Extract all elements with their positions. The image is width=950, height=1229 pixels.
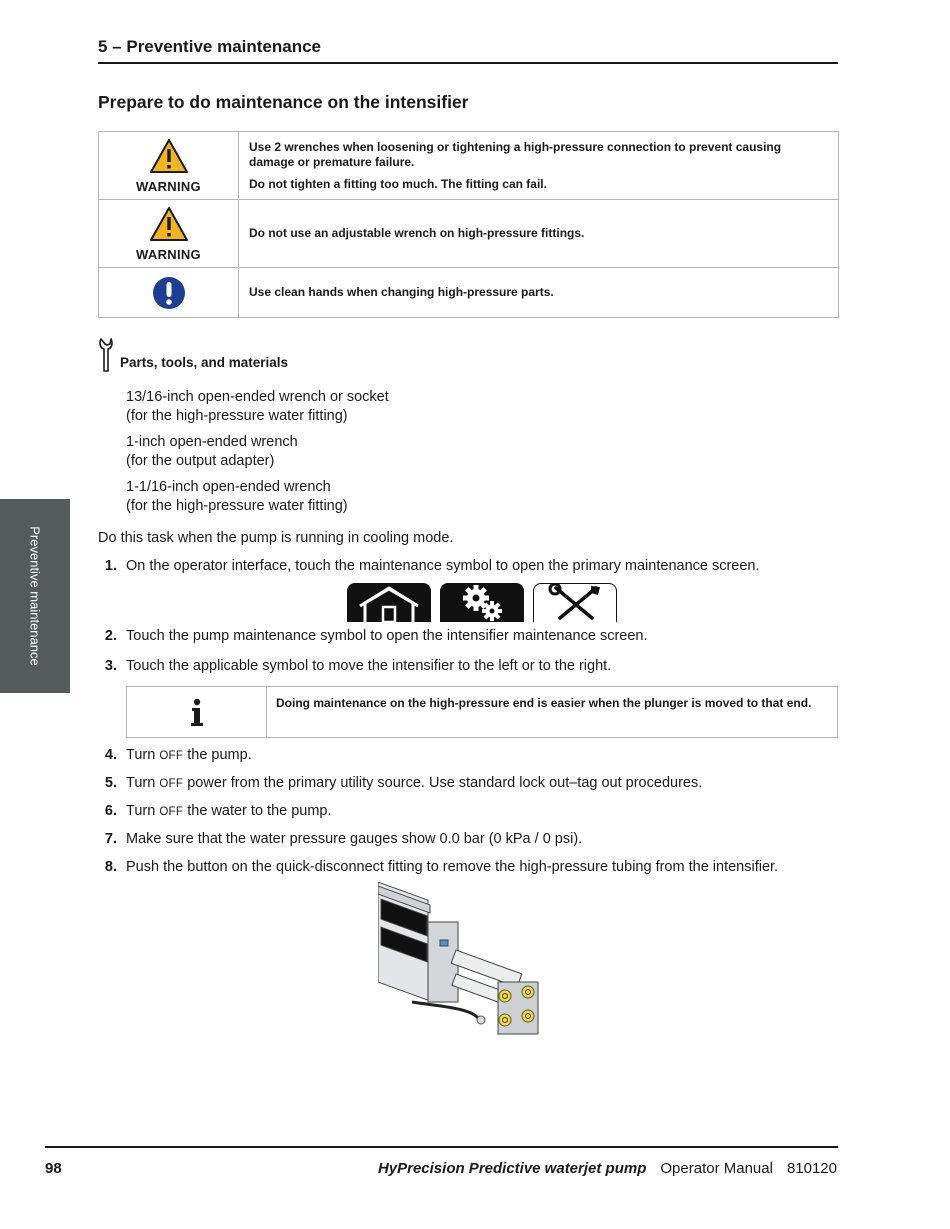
tool-purpose: (for the high-pressure water fitting) — [126, 498, 348, 514]
safety-icon-cell — [99, 268, 239, 318]
tool-purpose: (for the high-pressure water fitting) — [126, 408, 348, 424]
side-tab-label: Preventive maintenance — [27, 526, 43, 666]
step-number: 4. — [104, 747, 117, 763]
footer-doc-info — [378, 1160, 837, 1177]
step-number: 6. — [104, 803, 117, 819]
step-text — [126, 775, 702, 791]
chapter-side-tab — [0, 499, 70, 693]
step-number: 3. — [104, 658, 117, 674]
maintenance-tab — [533, 583, 617, 622]
safety-message-line: Do not tighten a fitting too much. The fitting can fail. — [249, 176, 547, 191]
off-keyword: OFF — [159, 750, 184, 762]
info-icon — [187, 698, 207, 728]
step-text-post: power from the primary utility source. Use standard lock out–tag out procedures. — [183, 775, 703, 791]
intensifier-illustration — [378, 882, 558, 1038]
safety-message-line: Use 2 wrenches when loosening or tightening a high-pressure connection to prevent causing damage or premature failure. — [249, 139, 782, 169]
tools-list — [126, 388, 389, 523]
mandatory-exclamation-icon — [152, 276, 186, 310]
step-text — [126, 747, 252, 763]
page-number: 98 — [45, 1160, 62, 1177]
tool-name: 1-1/16-inch open-ended wrench — [126, 479, 331, 495]
step-number: 2. — [104, 628, 117, 644]
safety-row — [99, 268, 839, 318]
safety-message — [239, 200, 839, 268]
step-text — [126, 803, 332, 819]
tool-purpose: (for the output adapter) — [126, 453, 275, 469]
tools-title: Parts, tools, and materials — [120, 355, 289, 370]
product-name: HyPrecision Predictive waterjet pump — [377, 1160, 647, 1177]
tool-name: 1-inch open-ended wrench — [126, 434, 298, 450]
footer-divider — [45, 1146, 838, 1148]
safety-message-line: Use clean hands when changing high-pressure parts. — [249, 285, 554, 299]
settings-tab — [440, 583, 524, 622]
step-text-post: the pump. — [183, 747, 252, 763]
step-text: On the operator interface, touch the maintenance symbol to open the primary maintenance screen. — [126, 558, 760, 574]
step-text-pre: Turn — [126, 803, 160, 819]
gears-icon — [440, 583, 524, 622]
info-note-text: Doing maintenance on the high-pressure end is easier when the plunger is moved to that end. — [276, 696, 812, 710]
warning-triangle-icon — [149, 206, 189, 242]
safety-row — [99, 200, 839, 268]
step-text-post: the water to the pump. — [183, 803, 332, 819]
warning-label: WARNING — [136, 246, 201, 262]
step-number: 7. — [104, 831, 117, 847]
list-item — [126, 433, 389, 471]
chapter-heading: 5 – Preventive maintenance — [98, 36, 838, 64]
step-text-pre: Turn — [126, 775, 160, 791]
home-icon — [347, 583, 431, 622]
safety-icon-cell — [99, 132, 239, 200]
step-text: Touch the applicable symbol to move the intensifier to the left or to the right. — [126, 658, 612, 674]
section-title: Prepare to do maintenance on the intensifier — [98, 92, 469, 112]
info-icon-cell — [127, 687, 267, 737]
safety-message — [239, 268, 839, 318]
safety-message-line: Do not use an adjustable wrench on high-pressure fittings. — [249, 226, 585, 240]
interface-tab-bar — [347, 583, 617, 623]
tools-cross-icon — [534, 584, 616, 622]
step-number: 8. — [104, 859, 117, 875]
doc-number: 810120 — [786, 1160, 837, 1177]
wrench-icon — [98, 337, 116, 373]
home-tab — [347, 583, 431, 622]
step-text: Make sure that the water pressure gauges show 0.0 bar (0 kPa / 0 psi). — [126, 831, 583, 847]
safety-message — [239, 132, 839, 200]
warning-label: WARNING — [136, 178, 201, 194]
doc-type: Operator Manual — [660, 1160, 773, 1177]
step-text-pre: Turn — [126, 747, 160, 763]
list-item — [126, 478, 389, 516]
info-note — [126, 686, 838, 738]
safety-table — [98, 131, 839, 318]
task-intro: Do this task when the pump is running in cooling mode. — [98, 530, 454, 546]
list-item — [126, 388, 389, 426]
safety-row — [99, 132, 839, 200]
step-text: Touch the pump maintenance symbol to open the intensifier maintenance screen. — [126, 628, 648, 644]
step-text: Push the button on the quick-disconnect fitting to remove the high-pressure tubing from the intensifier. — [126, 859, 779, 875]
safety-icon-cell — [99, 200, 239, 268]
tool-name: 13/16-inch open-ended wrench or socket — [126, 389, 389, 405]
off-keyword: OFF — [159, 806, 184, 818]
off-keyword: OFF — [159, 778, 184, 790]
step-number: 1. — [104, 558, 117, 574]
step-number: 5. — [104, 775, 117, 791]
warning-triangle-icon — [149, 138, 189, 174]
